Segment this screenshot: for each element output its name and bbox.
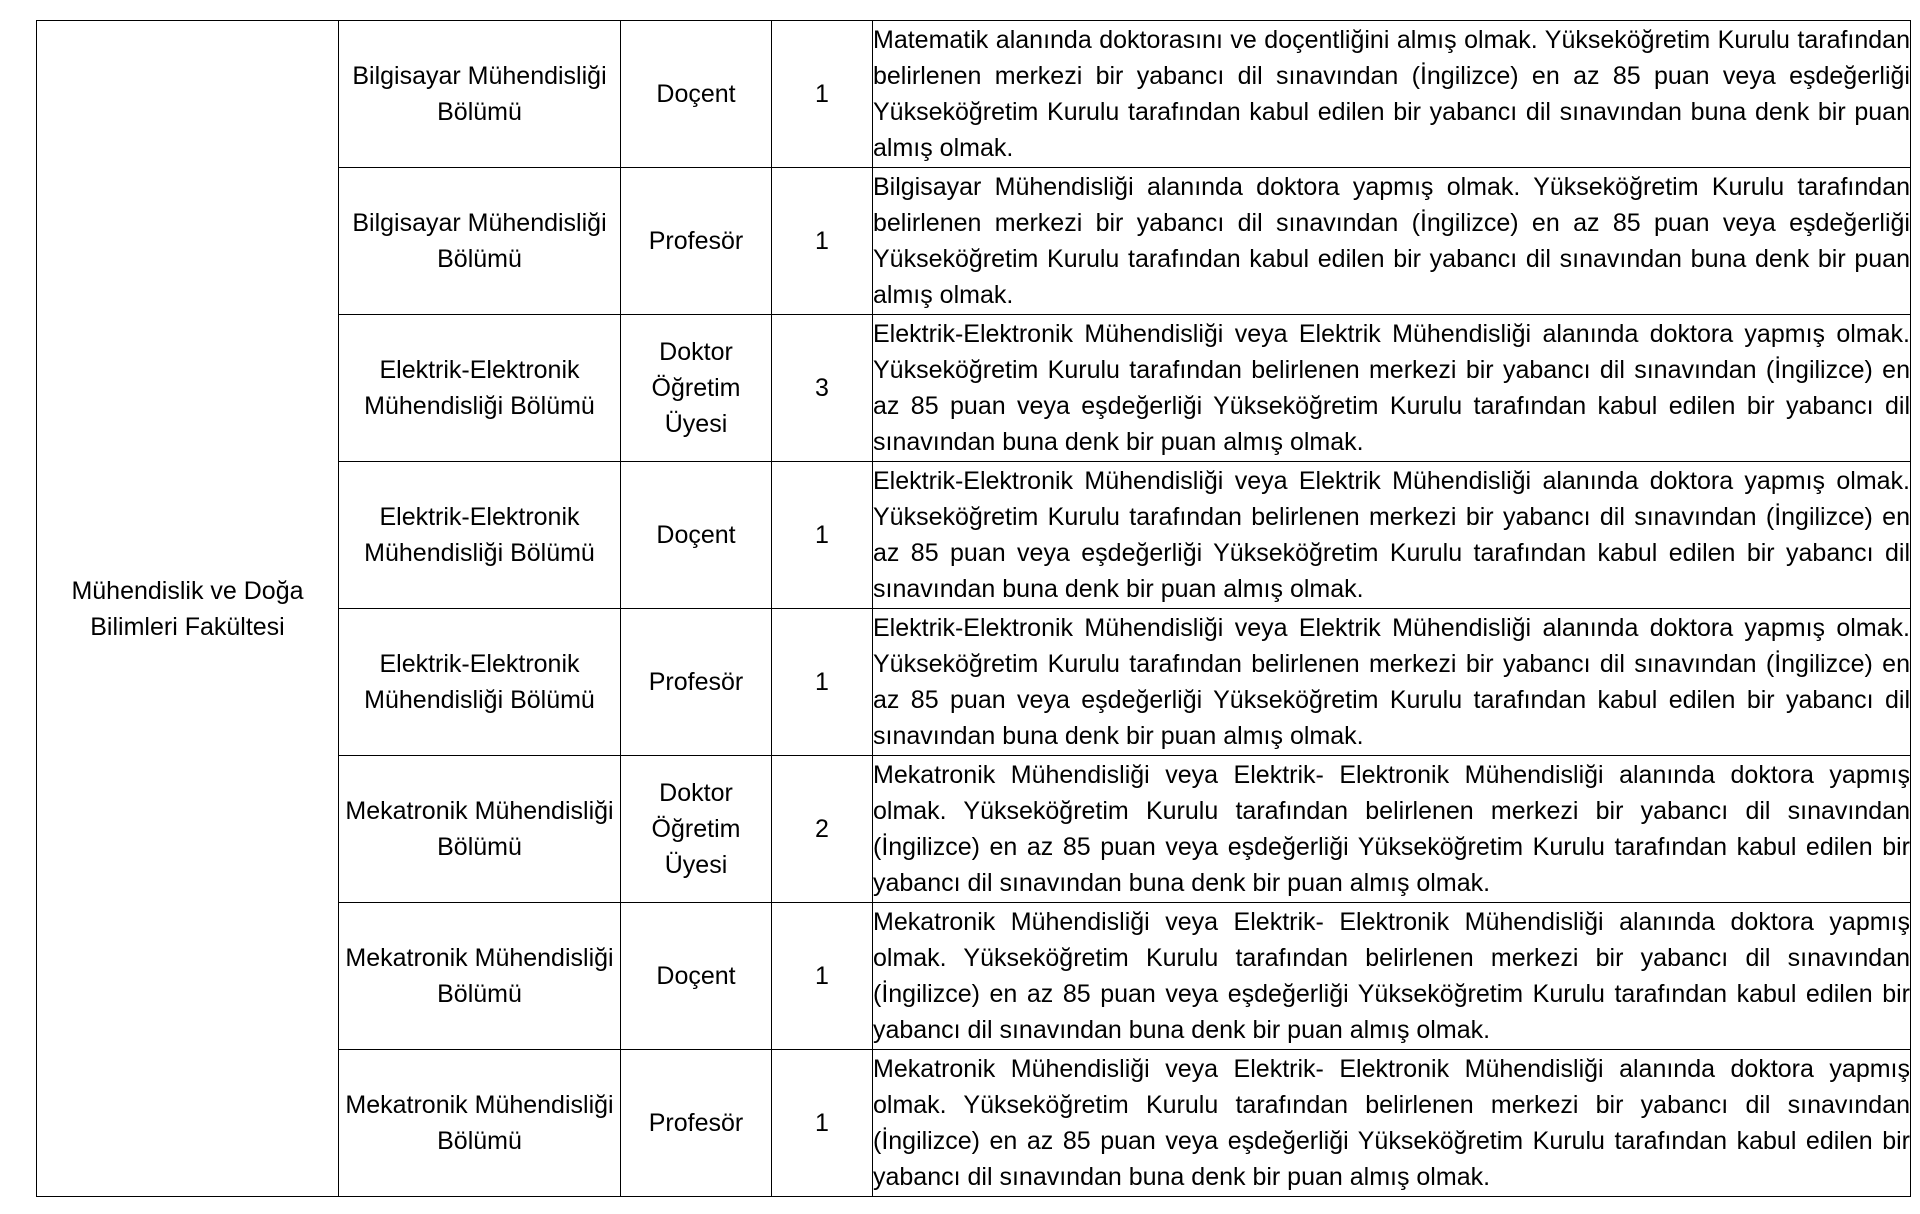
department-cell: Elektrik-Elektronik Mühendisliği Bölümü xyxy=(339,462,621,609)
academic-title-cell: Doçent xyxy=(621,903,772,1050)
academic-title-cell: Profesör xyxy=(621,609,772,756)
position-count-cell: 1 xyxy=(772,168,873,315)
requirements-cell: Mekatronik Mühendisliği veya Elektrik- Elektronik Mühendisliği alanında doktora yapmış olmak. Yükseköğretim Kurulu tarafından belirlenen merkezi bir yabancı dil sınavından (İngilizce) en az 85 puan veya eşdeğerliği Yükseköğretim Kurulu tarafından kabul edilen bir yabancı dil sınavından buna denk bir puan almış olmak. xyxy=(873,903,1911,1050)
academic-title-cell: Doçent xyxy=(621,462,772,609)
academic-title-cell: Doçent xyxy=(621,21,772,168)
department-cell: Mekatronik Mühendisliği Bölümü xyxy=(339,903,621,1050)
position-count-cell: 3 xyxy=(772,315,873,462)
requirements-cell: Mekatronik Mühendisliği veya Elektrik- Elektronik Mühendisliği alanında doktora yapmış olmak. Yükseköğretim Kurulu tarafından belirlenen merkezi bir yabancı dil sınavından (İngilizce) en az 85 puan veya eşdeğerliği Yükseköğretim Kurulu tarafından kabul edilen bir yabancı dil sınavından buna denk bir puan almış olmak. xyxy=(873,1050,1911,1197)
position-count-cell: 1 xyxy=(772,1050,873,1197)
staff-position-table xyxy=(36,20,1911,1197)
academic-title-cell: Profesör xyxy=(621,168,772,315)
department-cell: Bilgisayar Mühendisliği Bölümü xyxy=(339,21,621,168)
faculty-name: Mühendislik ve Doğa Bilimleri Fakültesi xyxy=(71,576,304,641)
faculty-cell xyxy=(37,21,339,1197)
position-count-cell: 1 xyxy=(772,609,873,756)
requirements-cell: Elektrik-Elektronik Mühendisliği veya Elektrik Mühendisliği alanında doktora yapmış olmak. Yükseköğretim Kurulu tarafından belirlenen merkezi bir yabancı dil sınavından (İngilizce) en az 85 puan veya eşdeğerliği Yükseköğretim Kurulu tarafından kabul edilen bir yabancı dil sınavından buna denk bir puan almış olmak. xyxy=(873,315,1911,462)
requirements-cell: Elektrik-Elektronik Mühendisliği veya Elektrik Mühendisliği alanında doktora yapmış olmak. Yükseköğretim Kurulu tarafından belirlenen merkezi bir yabancı dil sınavından (İngilizce) en az 85 puan veya eşdeğerliği Yükseköğretim Kurulu tarafından kabul edilen bir yabancı dil sınavından buna denk bir puan almış olmak. xyxy=(873,462,1911,609)
academic-title-cell: Profesör xyxy=(621,1050,772,1197)
requirements-cell: Mekatronik Mühendisliği veya Elektrik- Elektronik Mühendisliği alanında doktora yapmış olmak. Yükseköğretim Kurulu tarafından belirlenen merkezi bir yabancı dil sınavından (İngilizce) en az 85 puan veya eşdeğerliği Yükseköğretim Kurulu tarafından kabul edilen bir yabancı dil sınavından buna denk bir puan almış olmak. xyxy=(873,756,1911,903)
department-cell: Bilgisayar Mühendisliği Bölümü xyxy=(339,168,621,315)
position-count-cell: 1 xyxy=(772,21,873,168)
position-count-cell: 2 xyxy=(772,756,873,903)
department-cell: Elektrik-Elektronik Mühendisliği Bölümü xyxy=(339,609,621,756)
position-count-cell: 1 xyxy=(772,462,873,609)
department-cell: Elektrik-Elektronik Mühendisliği Bölümü xyxy=(339,315,621,462)
requirements-cell: Matematik alanında doktorasını ve doçentliğini almış olmak. Yükseköğretim Kurulu tarafından belirlenen merkezi bir yabancı dil sınavından (İngilizce) en az 85 puan veya eşdeğerliği Yükseköğretim Kurulu tarafından kabul edilen bir yabancı dil sınavından buna denk bir puan almış olmak. xyxy=(873,21,1911,168)
academic-title-cell: Doktor Öğretim Üyesi xyxy=(621,756,772,903)
position-count-cell: 1 xyxy=(772,903,873,1050)
department-cell: Mekatronik Mühendisliği Bölümü xyxy=(339,756,621,903)
academic-title-cell: Doktor Öğretim Üyesi xyxy=(621,315,772,462)
table-row xyxy=(37,21,1911,168)
department-cell: Mekatronik Mühendisliği Bölümü xyxy=(339,1050,621,1197)
requirements-cell: Bilgisayar Mühendisliği alanında doktora yapmış olmak. Yükseköğretim Kurulu tarafından belirlenen merkezi bir yabancı dil sınavından (İngilizce) en az 85 puan veya eşdeğerliği Yükseköğretim Kurulu tarafından kabul edilen bir yabancı dil sınavından buna denk bir puan almış olmak. xyxy=(873,168,1911,315)
requirements-cell: Elektrik-Elektronik Mühendisliği veya Elektrik Mühendisliği alanında doktora yapmış olmak. Yükseköğretim Kurulu tarafından belirlenen merkezi bir yabancı dil sınavından (İngilizce) en az 85 puan veya eşdeğerliği Yükseköğretim Kurulu tarafından kabul edilen bir yabancı dil sınavından buna denk bir puan almış olmak. xyxy=(873,609,1911,756)
